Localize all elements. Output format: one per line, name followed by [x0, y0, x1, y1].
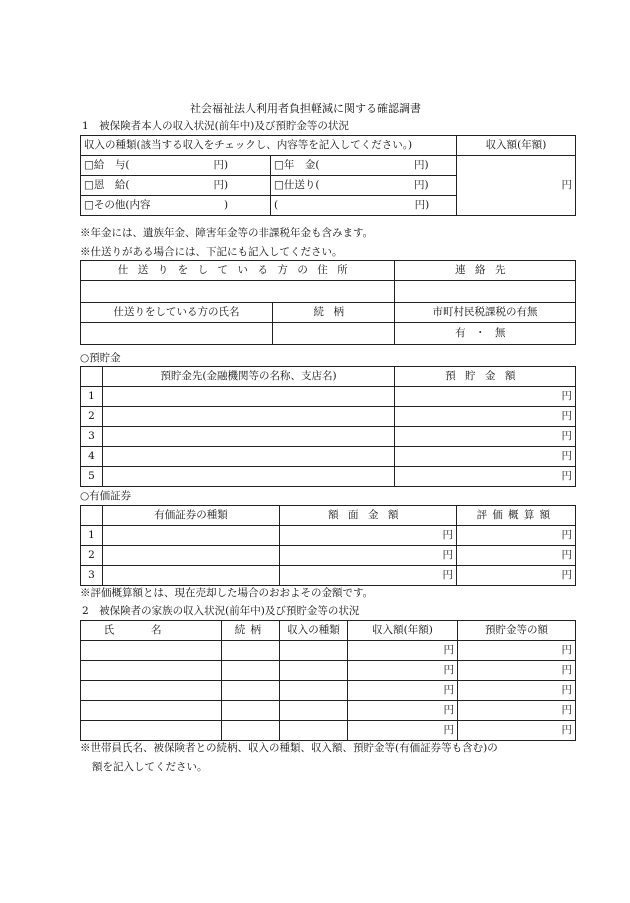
table-row: [81, 681, 576, 701]
table-row: [81, 701, 576, 721]
family-savings-field[interactable]: 円: [458, 721, 576, 741]
table-row: [81, 661, 576, 681]
table-row: [81, 467, 576, 487]
family-savings-field[interactable]: 円: [458, 701, 576, 721]
relation-header: 続柄: [273, 303, 395, 323]
family-relation-field[interactable]: [222, 681, 280, 701]
family-income-field[interactable]: 円: [348, 721, 458, 741]
family-name-header: 氏名: [81, 621, 222, 641]
relation-field[interactable]: [273, 323, 395, 345]
yen-unit: 円: [561, 179, 573, 191]
securities-eval-header: 評価概算額: [457, 506, 576, 526]
other-checkbox[interactable]: □その他(内容 ): [81, 196, 271, 216]
family-income-field[interactable]: 円: [348, 661, 458, 681]
securities-face-field[interactable]: 円: [280, 566, 457, 586]
family-name-field[interactable]: [81, 661, 222, 681]
remittance-checkbox[interactable]: □仕送り( 円): [271, 176, 457, 196]
family-income-field[interactable]: 円: [348, 701, 458, 721]
family-relation-field[interactable]: [222, 661, 280, 681]
securities-type-field[interactable]: [103, 546, 280, 566]
other-amount[interactable]: ( 円): [271, 196, 457, 216]
family-name-field[interactable]: [81, 701, 222, 721]
sender-address-header: 仕送りをしている方の住所: [81, 261, 395, 281]
savings-amount-field[interactable]: 円: [395, 467, 576, 487]
annuity-checkbox[interactable]: □恩 給( 円): [81, 176, 271, 196]
section2-heading: 2 被保険者の家族の収入状況(前年中)及び預貯金等の状況: [82, 605, 360, 617]
savings-name-field[interactable]: [103, 427, 395, 447]
securities-eval-field[interactable]: 円: [457, 566, 576, 586]
family-income-header: 収入額(年額): [348, 621, 458, 641]
family-savings-field[interactable]: 円: [458, 661, 576, 681]
tax-header: 市町村民税課税の有無: [395, 303, 576, 323]
family-relation-field[interactable]: [222, 701, 280, 721]
table-row: [81, 387, 576, 407]
row-number: 3: [81, 566, 103, 586]
row-number: 5: [81, 467, 103, 487]
savings-name-field[interactable]: [103, 467, 395, 487]
sender-address-field[interactable]: [81, 281, 395, 303]
tax-yes-no[interactable]: 有・無: [395, 323, 576, 345]
securities-eval-field[interactable]: 円: [457, 526, 576, 546]
family-savings-field[interactable]: 円: [458, 641, 576, 661]
family-type-field[interactable]: [280, 721, 348, 741]
income-amount-header: 収入額(年額): [457, 136, 576, 156]
savings-name-field[interactable]: [103, 447, 395, 467]
savings-amount-field[interactable]: 円: [395, 427, 576, 447]
page-title: 社会福祉法人利用者負担軽減に関する確認調書: [190, 102, 421, 115]
table-row: [81, 526, 576, 546]
securities-face-header: 額面金額: [280, 506, 457, 526]
table-row: [81, 721, 576, 741]
securities-table: [80, 505, 576, 586]
savings-name-field[interactable]: [103, 407, 395, 427]
savings-amount-header: 預貯金額: [395, 367, 576, 387]
securities-heading: ○有価証券: [80, 490, 132, 502]
row-number: 3: [81, 427, 103, 447]
securities-face-field[interactable]: 円: [280, 526, 457, 546]
family-savings-header: 預貯金等の額: [458, 621, 576, 641]
family-relation-field[interactable]: [222, 641, 280, 661]
salary-checkbox[interactable]: □給 与( 円): [81, 156, 271, 176]
family-name-field[interactable]: [81, 721, 222, 741]
remittance-table: [80, 260, 576, 345]
family-type-field[interactable]: [280, 701, 348, 721]
table-row: [81, 546, 576, 566]
securities-type-field[interactable]: [103, 526, 280, 546]
savings-heading: ○預貯金: [80, 352, 121, 364]
income-type-header: 収入の種類(該当する収入をチェックし、内容等を記入してください。): [81, 136, 457, 156]
table-row: [81, 427, 576, 447]
savings-name-field[interactable]: [103, 387, 395, 407]
note-remittance: ※仕送りがある場合には、下記にも記入してください。: [80, 246, 343, 258]
securities-face-field[interactable]: 円: [280, 546, 457, 566]
table-row: [81, 447, 576, 467]
family-table: [80, 620, 576, 741]
securities-eval-field[interactable]: 円: [457, 546, 576, 566]
family-type-header: 収入の種類: [280, 621, 348, 641]
contact-field[interactable]: [395, 281, 576, 303]
family-relation-header: 続柄: [222, 621, 280, 641]
family-income-field[interactable]: 円: [348, 681, 458, 701]
table-row: [81, 407, 576, 427]
savings-name-header: 預貯金先(金融機関等の名称、支店名): [103, 367, 395, 387]
securities-type-field[interactable]: [103, 566, 280, 586]
family-relation-field[interactable]: [222, 721, 280, 741]
savings-amount-field[interactable]: 円: [395, 387, 576, 407]
table-row: [81, 641, 576, 661]
pension-checkbox[interactable]: □年 金( 円): [271, 156, 457, 176]
income-table: [80, 135, 576, 216]
family-name-field[interactable]: [81, 681, 222, 701]
row-number: 2: [81, 546, 103, 566]
family-type-field[interactable]: [280, 661, 348, 681]
savings-amount-field[interactable]: 円: [395, 407, 576, 427]
savings-amount-field[interactable]: 円: [395, 447, 576, 467]
note-family-line2: 額を記入してください。: [92, 761, 208, 773]
note-pension: ※年金には、遺族年金、障害年金等の非課税年金も含みます。: [80, 227, 374, 239]
note-evaluation: ※評価概算額とは、現在売却した場合のおおよその金額です。: [80, 587, 374, 599]
family-savings-field[interactable]: 円: [458, 681, 576, 701]
note-family-line1: ※世帯員氏名、被保険者との続柄、収入の種類、収入額、預貯金等(有価証券等も含む)の: [80, 742, 498, 754]
contact-header: 連絡先: [395, 261, 576, 281]
row-number: 4: [81, 447, 103, 467]
sender-name-header: 仕送りをしている方の氏名: [81, 303, 273, 323]
sender-name-field[interactable]: [81, 323, 273, 345]
family-income-field[interactable]: 円: [348, 641, 458, 661]
row-number: 1: [81, 526, 103, 546]
family-type-field[interactable]: [280, 681, 348, 701]
row-number: 2: [81, 407, 103, 427]
table-row: [81, 566, 576, 586]
savings-table: [80, 366, 576, 487]
row-number: 1: [81, 387, 103, 407]
section1-heading: 1 被保険者本人の収入状況(前年中)及び預貯金等の状況: [82, 120, 349, 132]
family-name-field[interactable]: [81, 641, 222, 661]
securities-type-header: 有価証券の種類: [103, 506, 280, 526]
family-type-field[interactable]: [280, 641, 348, 661]
income-amount-cell[interactable]: [457, 156, 576, 216]
